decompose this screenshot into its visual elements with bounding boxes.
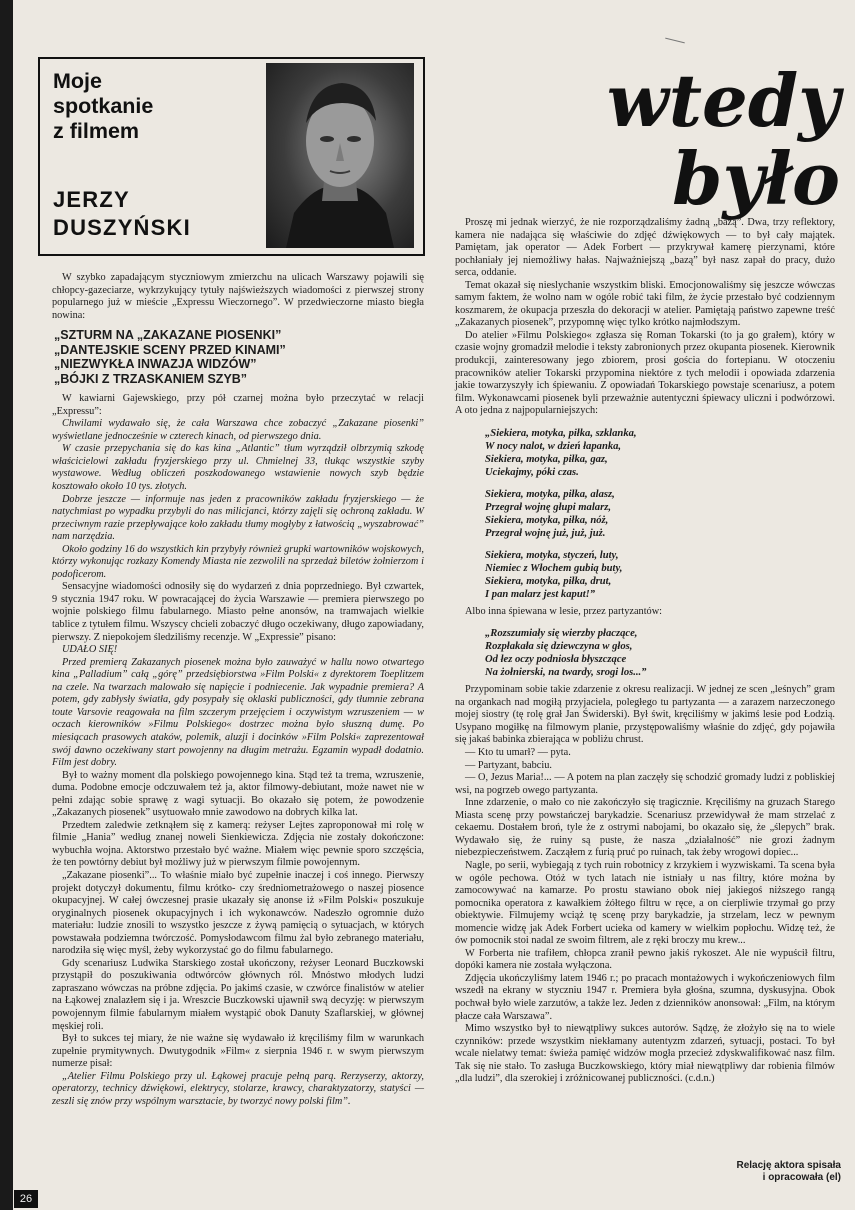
quoted-paragraph: UDAŁO SIĘ! — [62, 644, 118, 656]
paragraph: — Partyzant, babciu. — [465, 759, 552, 771]
paragraph: Inne zdarzenie, o mało co nie zakończyło się tragicznie. Kręciliśmy na gruzach Starego Miasta scenę przy powstańczej barykadzie. Scenariusz przewidywał że mam strzelać z cekaemu. Dostałem broń, tyle że z ostrymi nabojami, bo okazało się, że „ślepych” brak. Wydawało się, że ruiny są puste, że nasza „działalność” nie grozi żadnym niebezpieczeństwem. Zacząłem z furią pruć po ruinach, tak żeby wrogowi dopiec... — [455, 797, 835, 859]
quoted-paragraph: W czasie przepychania się do kas kina „Atlantic” tłum wyrządził olbrzymią szkodę właścicielowi zakładu fryzjerskiego przy ul. Chmielnej 33, tłukąc wszystkie szyby wystawowe. Według obliczeń poszkodowanego wstawienie nowych szyb będzie kosztowało około 10 tys. złotych. — [52, 443, 424, 493]
paragraph: W szybko zapadającym styczniowym zmierzchu na ulicach Warszawy pojawili się chłopcy-gazeciarze, wykrzykujący tytuły najświeższych wiadomości z pierwszej strony popularnego już w mieście „Expressu Wieczornego”. W przedwieczorne miasto biegła nowina: — [52, 272, 424, 321]
left-text-column — [52, 272, 424, 1108]
quoted-paragraph: Przed premierą Zakazanych piosenek można było zauważyć w hallu nowo otwartego kina „Palladium” całą „górę” przedsiębiorstwa »Film Polski« z dyrektorem Toeplitzem na czele. Na twarzach malowało się napięcie i podniecenie. Jak wypadnie premiera? A potem, gdy zabłysły światła, gdy posypały się oklaski publiczności, gdy tłumnie zebrana toute Varsovie reagowała na film szczerym przejęciem i oczywistym wzruszeniem — w oczach kierowników »Filmu Polskiego« dostrzec można było słuszną dumę. Po miesiącach prasowych ataków, polemik, aluzji i docinków »Film Polski« zaprezentował swój dawno oczekiwany start powojenny na długim metrażu. Egzamin wypadł dodatnio. Film jest dobry. — [52, 656, 424, 769]
paragraph: Temat okazał się nieslychanie wszystkim bliski. Emocjonowaliśmy się jeszcze wówczas samym faktem, że wolno nam w ogóle robić taki film, że życie przestało być codziennym koszmarem, że okupacja przeszła do dekoracji w atelier. Pamiętają państwo zapewne treść „Zakazanych piosenek”, przypomnę więc tylko krótko najmłodszym. — [455, 279, 835, 329]
quoted-paragraph: Około godziny 16 do wszystkich kin przybyły również grupki wartowników wojskowych, którzy wykonując rozkazy Komendy Miasta nie zezwolili na sprzedaż biletów żołnierzom i podoficerom. — [52, 543, 424, 580]
paragraph: „Zakazane piosenki”... To właśnie miało być zupełnie inaczej i coś innego. Pierwszy projekt dotyczył dokumentu, filmu krótko- czy średniometrażowego o naszej piosence okupacyjnej. W całej ówczesnej prasie ukazały się anonse iż »Film Polski« poszukuje oryginalnych piosenek okupacyjnych i ich wykonawców. Nadeszło ogromnie dużo materiału: ludzie znosili to wszystko jeszcze z żywą pamięcią o sytuacjach, w których powstawała podziemna twórczość. Pomysłodawcom filmu żal było zebranego materiału, narodziła się więc myśl, żeby wykorzystać go do filmu fabularnego. — [52, 869, 424, 957]
paragraph: Sensacyjne wiadomości odnosiły się do wydarzeń z dnia poprzedniego. Był czwartek, 9 stycznia 1947 roku. W powracającej do życia Warszawie — premiera pierwszego po wojnie polskiego filmu fabularnego. Miasto pełne anonsów, na tramwajach wielkie tablice z tytułem filmu. Wszyscy chcieli zobaczyć długo oczekiwany, długo zapowiadany, pierwszy. Z niepokojem śledziliśmy recenzje. W „Expressie” pisano: — [52, 581, 424, 643]
title-box — [38, 57, 425, 256]
paragraph: Gdy scenariusz Ludwika Starskiego został ukończony, reżyser Leonard Buczkowski przystąpił do poszukiwania odtwórców głównych ról. Mnóstwo młodych ludzi zapraszano wówczas na próbne zdjęcia. Po jakimś czasie, w czwórce finalistów w atelier na Łąkowej znalazłem się i ja. Wreszcie Buczkowski ujawnił swą decyzję: w pierwszym powojennym filmie fabularnym miałem wystąpić obok Danuty Szaflarskiej, w głównej męskiej roli. — [52, 957, 424, 1032]
poem-stanza: Siekiera, motyka, styczeń, luty, Niemiec z Włochem gubią buty, Siekiera, motyka, piłka, drut, I pan malarz jest kaput!” — [485, 549, 623, 600]
headline-list: „SZTURM NA „ZAKAZANE PIOSENKI” „DANTEJSKIE SCENY PRZED KINAMI” „NIEZWYKŁA INWAZJA WIDZÓW” „BÓJKI Z TRZASKANIEM SZYB” — [54, 328, 286, 386]
right-text-column — [455, 217, 835, 1086]
paragraph: Był to ważny moment dla polskiego powojennego kina. Stąd też ta trema, wzruszenie, duma. Podobne emocje odczuwałem też ja, aktor filmowy-debiutant, może nawet nie w pełni zdając sobie sprawę z wagi sytuacji. Bo okazało się potem, że powodzenie „Zakazanych piosenek” usytuowało mnie zawodowo na dobrych kilka lat. — [52, 769, 424, 819]
paragraph: Do atelier »Filmu Polskiego« zgłasza się Roman Tokarski (to ja go grałem), który w czasie wojny gromadził melodie i teksty zabronionych przez okupanta piosenek. Kierownik produkcji, zainteresowany jego zbiorem, prosi gościa do fortepianu. W otoczeniu pracowników atelier Tokarski przypomina niektóre z tych melodii i opowiada zdarzenia jakie towarzyszyły ich śpiewaniu. Z opowiadań Tokarskiego powstaje scenariusz, a potem film. Wykonawcami piosenek byli przeważnie autentyczni śpiewacy uliczni i podwórzowi. A oto jedna z najpopularniejszych: — [455, 329, 835, 417]
paragraph: Przypominam sobie takie zdarzenie z okresu realizacji. W jednej ze scen „leśnych” gram na organkach nad mogiłą przyjaciela, poległego tu partyzanta — a zarazem narzeczonego mojej siostry (tę rolę grał Jan Świderski). Był świt, kręciliśmy w jakimś lesie pod Łodzią. Usypano mogiłkę na filmowym planie, przystępowaliśmy właśnie do zdjęć, gdy pojawiła się jakaś babinka zbierająca w pobliżu chrust. — [455, 684, 835, 746]
paragraph: — Kto tu umarł? — pyta. — [465, 747, 571, 759]
paragraph: Był to sukces tej miary, że nie ważne się wydawało iż kręciliśmy film w warunkach zupełnie prymitywnych. Dwutygodnik »Film« z sierpnia 1946 r. w swym pierwszym numerze pisał: — [52, 1033, 424, 1070]
article-headline: wtedy było — [606, 58, 840, 221]
quoted-paragraph: „Atelier Filmu Polskiego przy ul. Łąkowej pracuje pełną parą. Rerzyserzy, aktorzy, operatorzy, technicy dźwiękowi, elektrycy, stolarze, krawcy, charaktyzatorzy, statyści — zeszli się znów przy wspólnym warsztacie, by tworzyć nowy polski film”. — [52, 1070, 424, 1107]
paragraph: Nagle, po serii, wybiegają z tych ruin robotnicy z krzykiem i wyzwiskami. Ta scena była w ogóle pechowa. Otóż w tych latach nie istniały u nas filtry, które można by zamocowywać na kamarze. Po prostu stawiano obok niej jakiegoś niższego rangą pomocnika operatora z kawałkiem żółtego filtru w ręce, a on cierpliwie trzymał go przy obiektywie. Filmujemy wciąż tę scenę przy barykadzie, ja strzelam, lecz w pewnym momencie widzę jak Adek Forbert ucieka od kamery w wielkim popłochu. Widzę też, że ów pomocnik stoi nadal ze swoim filtrem, ale z ręki broczy mu krew... — [455, 859, 835, 947]
poem-stanza: Siekiera, motyka, piłka, alasz, Przegrał wojnę głupi malarz, Siekiera, motyka, piłka, nóż, Przegrał wojnę już, już, już. — [485, 488, 615, 539]
byline: Relację aktora spisała i opracowała (el) — [736, 1160, 841, 1183]
quoted-paragraph: Chwilami wydawało się, że cała Warszawa chce zobaczyć „Zakazane piosenki” wyświetlane jednocześnie w czterech kinach, od pierwszego dnia. — [52, 418, 424, 442]
portrait-silhouette — [266, 63, 414, 248]
author-portrait-photo — [266, 63, 414, 248]
paragraph: Zdjęcia ukończyliśmy latem 1946 r.; po pracach montażowych i wykończeniowych film wszedł na ekrany w styczniu 1947 r. Premiera była głośna, szumna, dyskusyjna. Obok pochwał było wiele zarzutów, a także lez. Jeden z dzienników anonsował: „Film, na którym płacze cała Warszawa”. — [455, 972, 835, 1022]
paragraph: Albo inna śpiewana w lesie, przez partyzantów: — [465, 605, 662, 617]
paragraph: Przedtem zaledwie zetknąłem się z kamerą: reżyser Lejtes zaproponował mi rolę w filmie „Hania” według znanej noweli Sienkiewicza. Zdjęcia nie zostały dokończone: wybuchła wojna. Aktorstwo przestało być ważne. Miałem więc pewnie sporo szczęścia, że ten powtórny debiut był możliwy już w pierwszym filmie powojennym. — [52, 819, 424, 869]
poem-stanza: „Rozszumiały się wierzby płaczące, Rozpłakała się dziewczyna w głos, Od łez oczy podniosła błyszczące Na żołnierski, na twardy, srogi los...” — [485, 628, 647, 679]
paragraph: — O, Jezus Maria!... — A potem na plan zaczęły się schodzić gromady ludzi z pobliskiej wsi, na pogrzeb owego partyzanta. — [455, 772, 835, 796]
series-title: Moje spotkanie z filmem — [53, 69, 154, 143]
paragraph: W Forberta nie trafiłem, chłopca zranił pewno jakiś rykoszet. Ale nie wypuścił filtru, dopóki kamera nie została wyłączona. — [455, 947, 835, 972]
paragraph: W kawiarni Gajewskiego, przy pół czarnej można było przeczytać w relacji „Expressu”: — [52, 393, 424, 417]
author-name: JERZY DUSZYŃSKI — [53, 187, 191, 240]
quoted-paragraph: Dobrze jeszcze — informuje nas jeden z pracowników zakładu fryzjerskiego — że natychmiast po wypadku przybyli do nas milicjanci, którzy zajęli się ochroną zakładu. W przeciwnym razie przepływające koło zakładu tłumy mogłyby z łatwością „wyszabrować” nam narzędzia. — [52, 493, 424, 543]
poem-stanza: „Siekiera, motyka, piłka, szklanka, W nocy nalot, w dzień łapanka, Siekiera, motyka, piłka, gaz, Uciekajmy, póki czas. — [485, 427, 637, 478]
paragraph: Proszę mi jednak wierzyć, że nie rozporządzaliśmy żadną „bazą”. Dwa, trzy reflektory, kamera nie nadająca się właściwie do zdjęć dźwiękowych — to był cały majątek. Pamiętam, jak operator — Adek Forbert — przykrywał kamerę pierzynami, które pochłaniały jej niemożliwy hałas. Najważniejszą „bazą” był nasz zapał do pracy, dużo serca, oddanie. — [455, 217, 835, 279]
decorative-dash — [665, 38, 685, 44]
binding-edge — [0, 0, 13, 1210]
paragraph: Mimo wszystko był to niewątpliwy sukces autorów. Sądzę, że złożyło się na to wiele czynników: przede wszystkim niekłamany autentyzm zdarzeń, sytuacji, postaci. To był wcale nielatwy temat: świeża pamięć widzów mogła przecież zdyskwalifikować nasz film. Tak się nie stało. To zasługa Buczkowskiego, który miał niewątpliwy dar robienia filmów „dla ludzi”, dla szerokiej i zróżnicowanej publiczności. (c.d.n.) — [455, 1023, 835, 1085]
page-number: 26 — [14, 1190, 38, 1208]
